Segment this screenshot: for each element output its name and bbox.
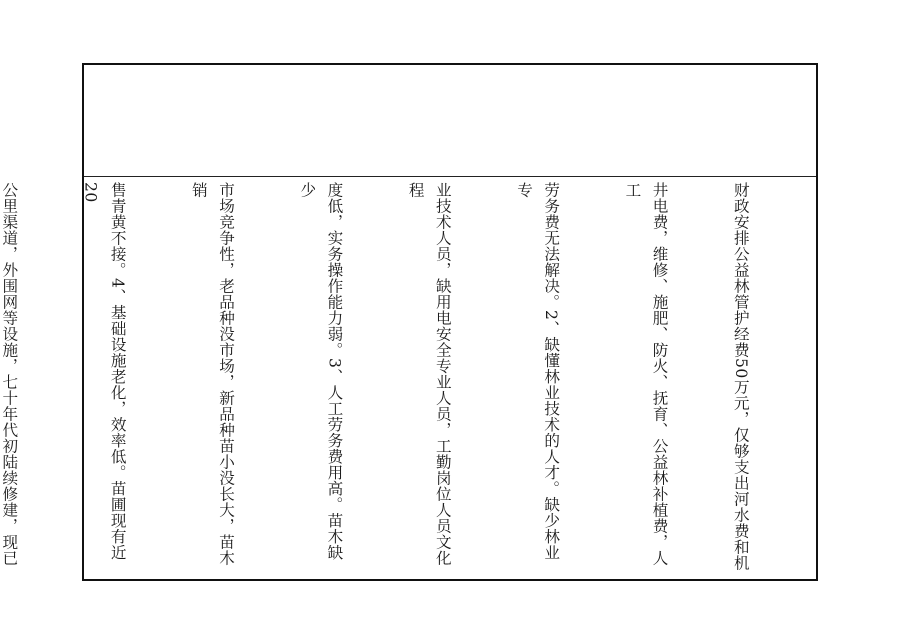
text-line: 公里渠道，外围网等设施，七十年代初陆续修建，现已	[0, 182, 19, 566]
header-rule	[84, 176, 816, 177]
text-line: 井电费，维修、施肥、防火、抚育、公益林补植费，人工	[623, 182, 669, 566]
vertical-body-text	[0, 182, 808, 576]
text-line: 劳务费无法解决。2、缺懂林业技术的人才。缺少林业专	[515, 182, 561, 561]
text-line: 财政安排公益林管护经费50万元，仅够支出河水费和机	[731, 182, 750, 571]
text-line: 售青黄不接。4、基础设施老化，效率低。苗圃现有近20	[81, 182, 127, 561]
body-text-area	[0, 182, 808, 576]
text-line: 业技术人员，缺用电安全专业人员，工勤岗位人员文化程	[406, 182, 452, 566]
text-line: 度低，实务操作能力弱。3、人工劳务费用高。苗木缺少	[298, 182, 344, 561]
text-line: 市场竞争性，老品种没市场，新品种苗小没长大，苗木销	[189, 182, 236, 566]
